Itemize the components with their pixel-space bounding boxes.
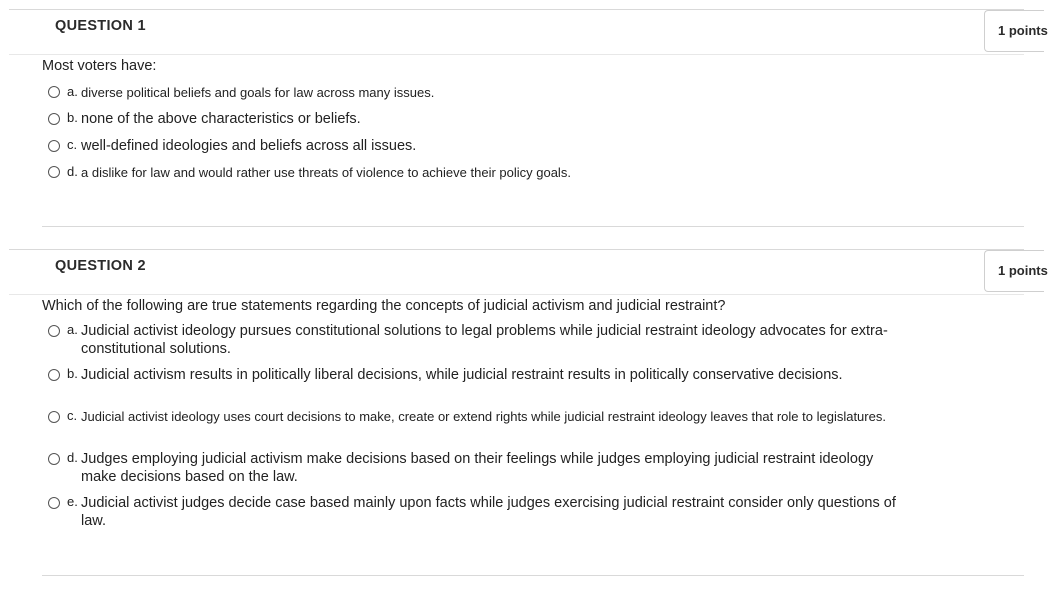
question-2-answer-c[interactable] (48, 408, 918, 450)
answer-letter: c. (67, 408, 78, 423)
radio-button[interactable] (48, 86, 60, 98)
radio-button[interactable] (48, 325, 60, 337)
question-2-divider (42, 575, 1024, 576)
answer-text: Judicial activist ideology uses court decisions to make, create or extend rights while judicial restraint ideology leaves that role to legislatures. (81, 409, 886, 424)
question-1-answer-a[interactable] (48, 84, 918, 110)
question-1-text: Most voters have: (42, 58, 157, 74)
question-1-title: QUESTION 1 (55, 18, 146, 34)
radio-button[interactable] (48, 140, 60, 152)
answer-text: none of the above characteristics or beliefs. (81, 111, 361, 127)
radio-button[interactable] (48, 166, 60, 178)
question-2-answers (48, 322, 918, 538)
question-2-points: 1 points (984, 250, 1044, 292)
answer-text: well-defined ideologies and beliefs across all issues. (81, 138, 417, 154)
answer-text: a dislike for law and would rather use threats of violence to achieve their policy goals. (81, 165, 571, 180)
answer-letter: b. (67, 110, 78, 125)
question-1-answer-d[interactable] (48, 164, 918, 190)
answer-letter: d. (67, 164, 78, 179)
answer-text: Judicial activism results in politically liberal decisions, while judicial restraint results in politically conservative decisions. (81, 367, 843, 383)
radio-button[interactable] (48, 369, 60, 381)
question-2-header (9, 249, 1048, 295)
question-1-header (9, 9, 1048, 55)
answer-text: Judicial activist ideology pursues constitutional solutions to legal problems while judicial restraint ideology advocates for extra-constitutional solutions. (81, 323, 888, 357)
question-1-answer-c[interactable] (48, 137, 918, 164)
answer-letter: e. (67, 494, 78, 509)
radio-button[interactable] (48, 411, 60, 423)
question-1-answer-b[interactable] (48, 110, 918, 137)
question-2-answer-d[interactable] (48, 450, 918, 494)
answer-letter: a. (67, 322, 78, 337)
answer-text: Judicial activist judges decide case based mainly upon facts while judges exercising judicial restraint consider only questions of law. (81, 495, 896, 529)
question-2-answer-a[interactable] (48, 322, 918, 366)
question-2-answer-e[interactable] (48, 494, 918, 538)
answer-letter: b. (67, 366, 78, 381)
question-1-divider (42, 226, 1024, 227)
answer-text: diverse political beliefs and goals for law across many issues. (81, 85, 435, 100)
radio-button[interactable] (48, 453, 60, 465)
answer-letter: d. (67, 450, 78, 465)
answer-text: Judges employing judicial activism make decisions based on their feelings while judges employing judicial restraint ideology make decisions based on the law. (81, 451, 874, 485)
question-1-points: 1 points (984, 10, 1044, 52)
question-2-text: Which of the following are true statements regarding the concepts of judicial activism and judicial restraint? (42, 298, 726, 314)
radio-button[interactable] (48, 113, 60, 125)
radio-button[interactable] (48, 497, 60, 509)
question-2-answer-b[interactable] (48, 366, 918, 408)
answer-letter: a. (67, 84, 78, 99)
question-1-answers (48, 84, 918, 190)
answer-letter: c. (67, 137, 78, 152)
question-2-title: QUESTION 2 (55, 258, 146, 274)
